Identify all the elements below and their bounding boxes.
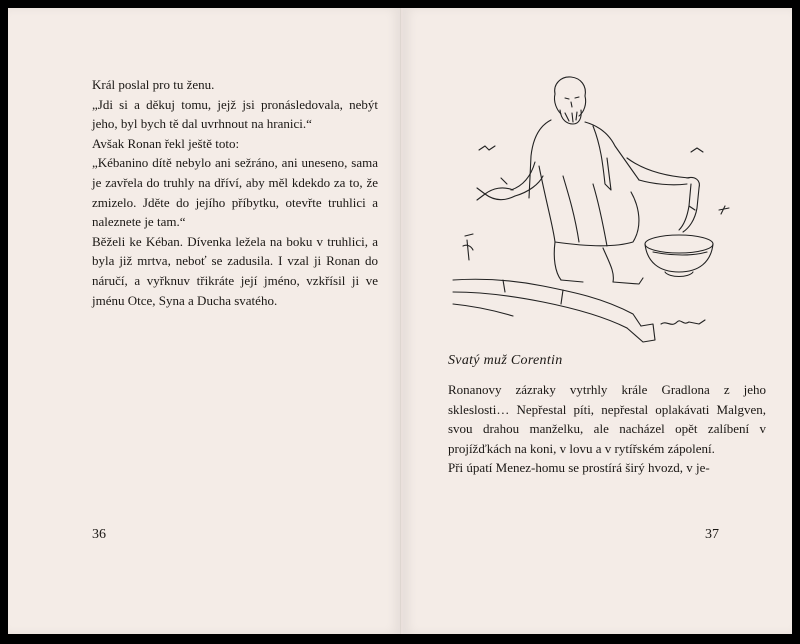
paragraph: Král poslal pro tu ženu. <box>92 77 215 92</box>
page-number: 36 <box>92 527 106 542</box>
right-page-text <box>448 380 766 478</box>
paragraph: „Jdi si a děkuj tomu, jejž jsi pronásledovala, nebýt jeho, byl bych tě dal uvrhnout na hranici.“ <box>92 96 378 132</box>
right-page <box>403 8 792 634</box>
paragraph: Avšak Ronan řekl ještě toto: <box>92 135 240 151</box>
paragraph: Při úpatí Menez-homu se prostírá širý hvozd, v je- <box>448 460 710 476</box>
left-page <box>8 8 401 634</box>
left-page-text <box>92 75 378 310</box>
paragraph: Ronanovy zázraky vytrhly krále Gradlona z jeho skleslosti… Nepřestal píti, nepřestal oplakávati Malgven, svou drahou manželku, ale nacházel opět zalíbení v projížďkách na koni, v lovu a v rytířském zápolení. <box>448 382 766 456</box>
paragraph: „Kébanino dítě nebylo ani sežráno, ani uneseno, sama je zavřela do truhly na dříví, aby měl kdekdo za to, že zmizelo. Jděte do jejího příbytku, otevřte truhlici a naleznete je tam.“ <box>92 155 378 230</box>
chapter-heading: Svatý muž Corentin <box>448 353 563 368</box>
saint-with-fish-drawing <box>443 66 733 351</box>
book-spread <box>8 8 792 634</box>
paragraph: Běželi ke Kéban. Dívenka ležela na boku v truhlici, a byla již mrtva, neboť se zadusila. I vzal ji Ronan do náručí, a vyřknuv třikráte její jméno, vzkřísil ji ve jménu Otce, Syna a Ducha svatého. <box>92 233 378 308</box>
page-number: 37 <box>705 527 719 542</box>
